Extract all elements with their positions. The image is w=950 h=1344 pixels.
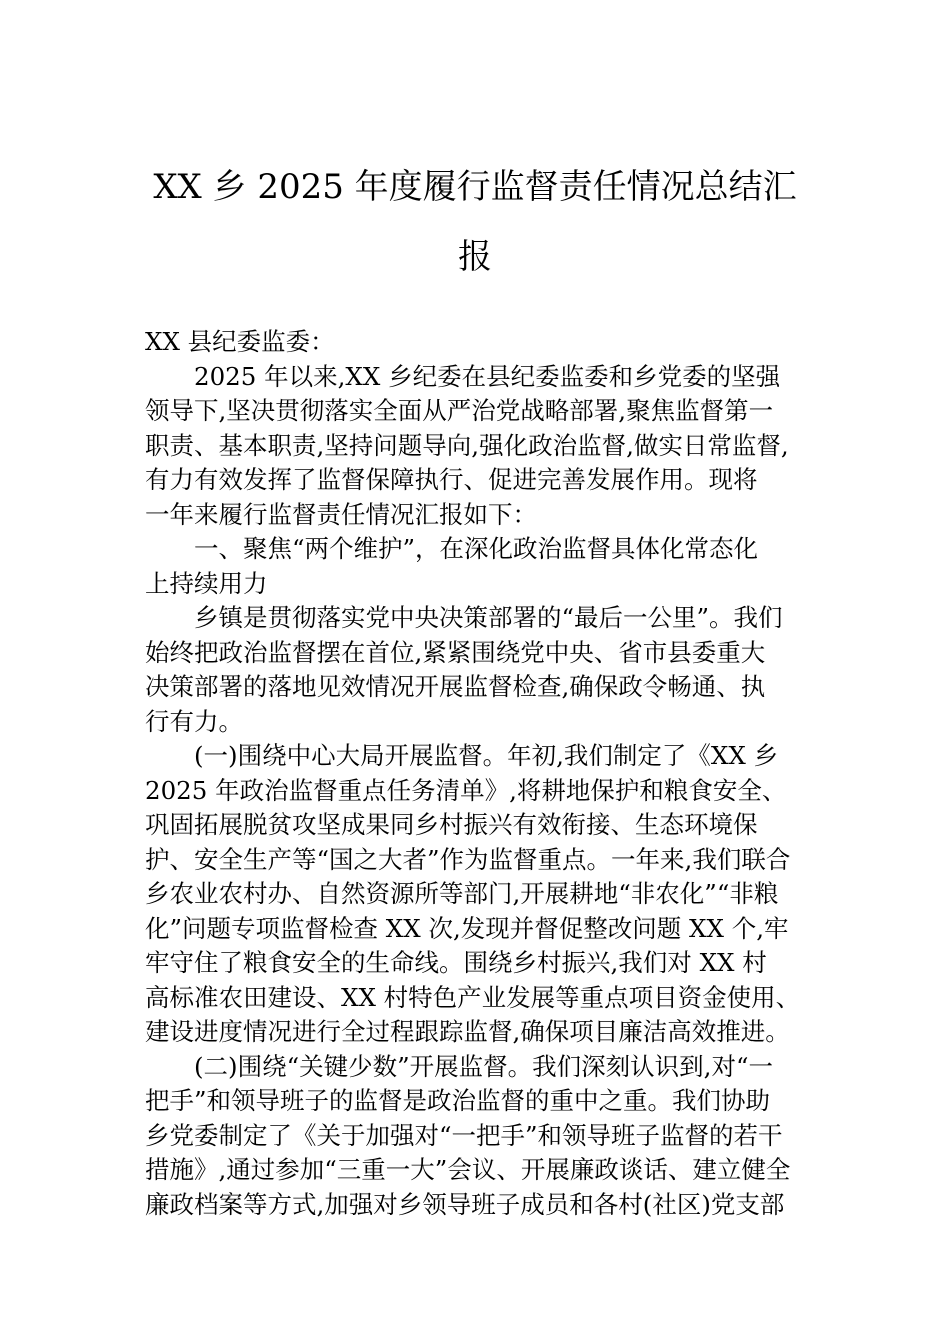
text-line: 护、安全生产等“国之大者”作为监督重点。一年来,我们联合 <box>145 844 791 874</box>
document-title-line-1: XX 乡 2025 年度履行监督责任情况总结汇 <box>153 167 797 207</box>
text-line: 职责、基本职责,坚持问题导向,强化政治监督,做实日常监督, <box>145 430 789 460</box>
text-line: 一年来履行监督责任情况汇报如下： <box>145 499 537 529</box>
text-line: 一、聚焦“两个维护”，在深化政治监督具体化常态化 <box>194 534 759 563</box>
paragraph-intro <box>145 360 845 533</box>
text-line: 巩固拓展脱贫攻坚成果同乡村振兴有效衔接、生态环境保 <box>145 810 758 839</box>
paragraph-subsection-2 <box>145 1050 845 1223</box>
text-line: 2025 年政治监督重点任务清单》,将耕地保护和粮食安全、 <box>145 775 787 805</box>
text-line: 建设进度情况进行全过程跟踪监督,确保项目廉洁高效推进。 <box>145 1017 790 1046</box>
text-line: 高标准农田建设、XX 村特色产业发展等重点项目资金使用、 <box>145 982 801 1012</box>
paragraph-political-supervision <box>145 601 845 739</box>
text-line: 措施》,通过参加“三重一大”会议、开展廉政谈话、建立健全 <box>145 1155 791 1184</box>
document-body <box>145 325 845 1222</box>
paragraph-subsection-1 <box>145 739 845 1050</box>
text-line: 始终把政治监督摆在首位,紧紧围绕党中央、省市县委重大 <box>145 637 766 667</box>
document-title-line-2: 报 <box>458 237 492 277</box>
text-line: 上持续用力 <box>145 568 268 598</box>
text-line: 有力有效发挥了监督保障执行、促进完善发展作用。现将 <box>145 465 758 494</box>
text-line: 把手”和领导班子的监督是政治监督的重中之重。我们协助 <box>145 1086 771 1115</box>
text-line: 领导下,坚决贯彻落实全面从严治党战略部署,聚焦监督第一 <box>145 396 774 425</box>
text-line: 乡农业农村办、自然资源所等部门,开展耕地“非农化”“非粮 <box>145 879 779 908</box>
text-line: 化”问题专项监督检查 XX 次,发现并督促整改问题 XX 个,牢 <box>145 913 789 943</box>
text-line: (一)围绕中心大局开展监督。年初,我们制定了《XX 乡 <box>194 741 779 770</box>
text-line: 牢守住了粮食安全的生命线。围绕乡村振兴,我们对 XX 村 <box>145 948 767 977</box>
section-heading-1 <box>145 532 845 601</box>
text-line: 乡镇是贯彻落实党中央决策部署的“最后一公里”。我们 <box>194 603 783 632</box>
salutation: XX 县纪委监委： <box>145 327 335 356</box>
text-line: (二)围绕“关键少数”开展监督。我们深刻认识到,对“一 <box>194 1051 773 1081</box>
text-line: 2025 年以来,XX 乡纪委在县纪委监委和乡党委的坚强 <box>194 361 781 391</box>
text-line: 决策部署的落地见效情况开展监督检查,确保政令畅通、执 <box>145 672 766 701</box>
text-line: 行有力。 <box>145 706 243 736</box>
text-line: 乡党委制定了《关于加强对“一把手”和领导班子监督的若干 <box>145 1120 783 1150</box>
text-line: 廉政档案等方式,加强对乡领导班子成员和各村(社区)党支部 <box>145 1189 785 1219</box>
